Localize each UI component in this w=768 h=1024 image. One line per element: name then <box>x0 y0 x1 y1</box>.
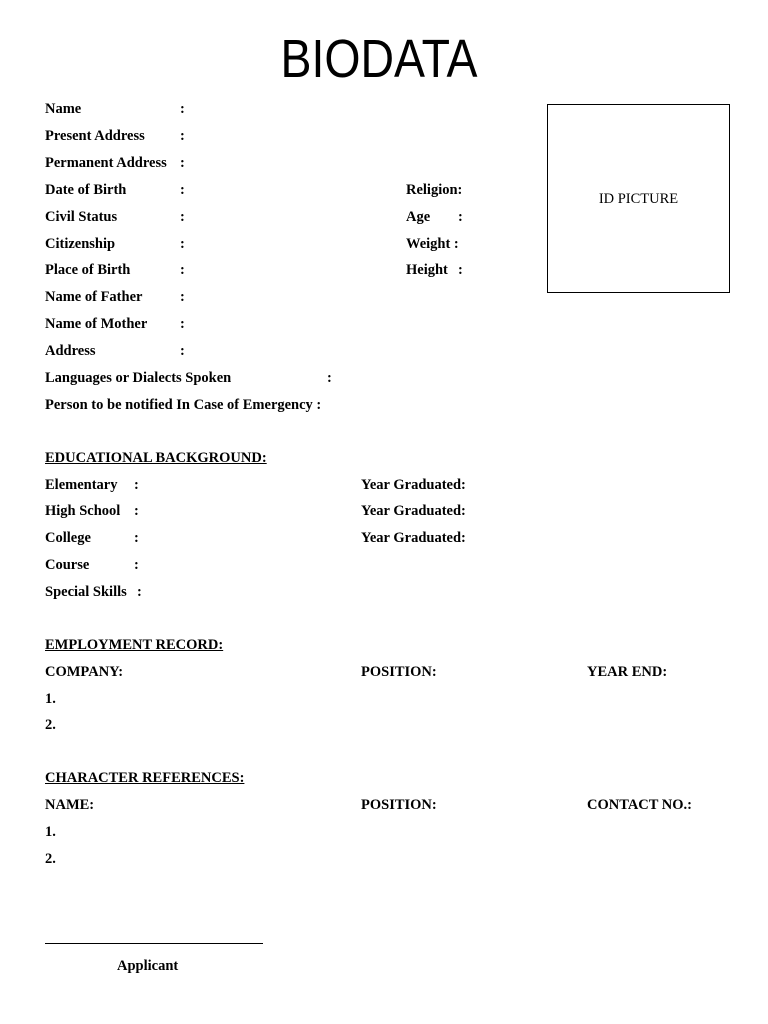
colon: : <box>180 262 185 278</box>
signature-line <box>45 943 263 944</box>
column-header-company: COMPANY: <box>45 664 124 680</box>
label-height: Height <box>406 262 448 278</box>
colon: : <box>134 477 139 493</box>
label-religion: Religion: <box>406 182 463 198</box>
id-picture-box <box>547 104 730 293</box>
colon: : <box>458 262 463 278</box>
colon: : <box>327 370 332 386</box>
label-languages: Languages or Dialects Spoken <box>45 370 232 386</box>
column-header-position: POSITION: <box>361 797 437 813</box>
label-name: Name <box>45 101 82 117</box>
section-heading-employment: EMPLOYMENT RECORD: <box>45 637 224 653</box>
label-civil-status: Civil Status <box>45 209 118 225</box>
list-item-number: 2. <box>45 851 56 867</box>
column-header-contact: CONTACT NO.: <box>587 797 692 813</box>
colon: : <box>134 530 139 546</box>
label-elementary: Elementary <box>45 477 118 493</box>
label-year-graduated: Year Graduated: <box>361 477 466 493</box>
column-header-year-end: YEAR END: <box>587 664 668 680</box>
colon: : <box>180 101 185 117</box>
page-title: BIODATA <box>280 29 478 89</box>
label-year-graduated: Year Graduated: <box>361 530 466 546</box>
colon: : <box>180 343 185 359</box>
label-permanent-address: Permanent Address <box>45 155 167 171</box>
label-age: Age <box>406 209 431 225</box>
section-heading-references: CHARACTER REFERENCES: <box>45 770 245 786</box>
label-high-school: High School <box>45 503 121 519</box>
label-course: Course <box>45 557 90 573</box>
colon: : <box>180 289 185 305</box>
colon: : <box>180 209 185 225</box>
label-address: Address <box>45 343 96 359</box>
label-college: College <box>45 530 91 546</box>
list-item-number: 1. <box>45 824 56 840</box>
colon: : <box>458 209 463 225</box>
label-name-of-father: Name of Father <box>45 289 143 305</box>
section-heading-education: EDUCATIONAL BACKGROUND: <box>45 450 267 466</box>
label-emergency-contact: Person to be notified In Case of Emergency : <box>45 397 322 413</box>
label-date-of-birth: Date of Birth <box>45 182 127 198</box>
column-header-name: NAME: <box>45 797 95 813</box>
signature-label: Applicant <box>117 958 179 974</box>
colon: : <box>134 503 139 519</box>
label-weight: Weight : <box>406 236 459 252</box>
colon: : <box>134 557 139 573</box>
id-picture-label: ID PICTURE <box>598 191 679 207</box>
colon: : <box>180 155 185 171</box>
colon: : <box>180 316 185 332</box>
label-year-graduated: Year Graduated: <box>361 503 466 519</box>
list-item-number: 1. <box>45 691 56 707</box>
colon: : <box>137 584 142 600</box>
colon: : <box>180 182 185 198</box>
label-name-of-mother: Name of Mother <box>45 316 148 332</box>
label-present-address: Present Address <box>45 128 145 144</box>
column-header-position: POSITION: <box>361 664 437 680</box>
colon: : <box>180 236 185 252</box>
label-place-of-birth: Place of Birth <box>45 262 131 278</box>
label-special-skills: Special Skills <box>45 584 127 600</box>
colon: : <box>180 128 185 144</box>
label-citizenship: Citizenship <box>45 236 116 252</box>
list-item-number: 2. <box>45 717 56 733</box>
